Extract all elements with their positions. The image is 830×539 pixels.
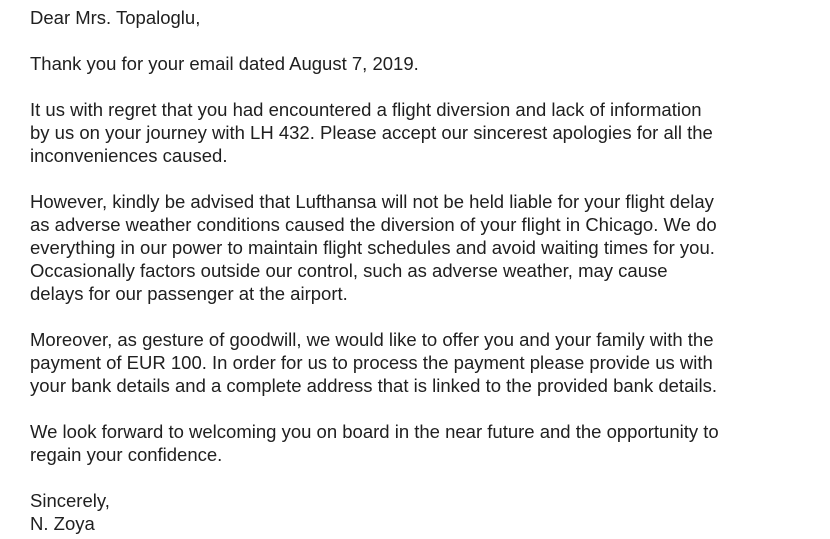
paragraph-apology: It us with regret that you had encountered a flight diversion and lack of information by us on your journey with LH 432. Please accept our sincerest apologies for all the inconveniences caused. xyxy=(30,99,713,166)
paragraph-goodwill-offer: Moreover, as gesture of goodwill, we would like to offer you and your family with the payment of EUR 100. In order for us to process the payment please provide us with your bank details and a complete address that is linked to the provided bank details. xyxy=(30,329,717,396)
paragraph-liability: However, kindly be advised that Lufthansa will not be held liable for your flight delay as adverse weather conditions caused the diversion of your flight in Chicago. We do everything in our power to maintain flight schedules and avoid waiting times for you. Occasionally factors outside our control, such as adverse weather, may cause delays for our passenger at the airport. xyxy=(30,191,717,304)
paragraph-closing-remarks: We look forward to welcoming you on board in the near future and the opportunity to regain your confidence. xyxy=(30,421,719,465)
paragraph-acknowledgement: Thank you for your email dated August 7, 2019. xyxy=(30,53,419,74)
closing: Sincerely, xyxy=(30,490,110,511)
salutation: Dear Mrs. Topaloglu, xyxy=(30,7,201,28)
letter-body xyxy=(30,6,820,535)
signature: N. Zoya xyxy=(30,513,95,534)
